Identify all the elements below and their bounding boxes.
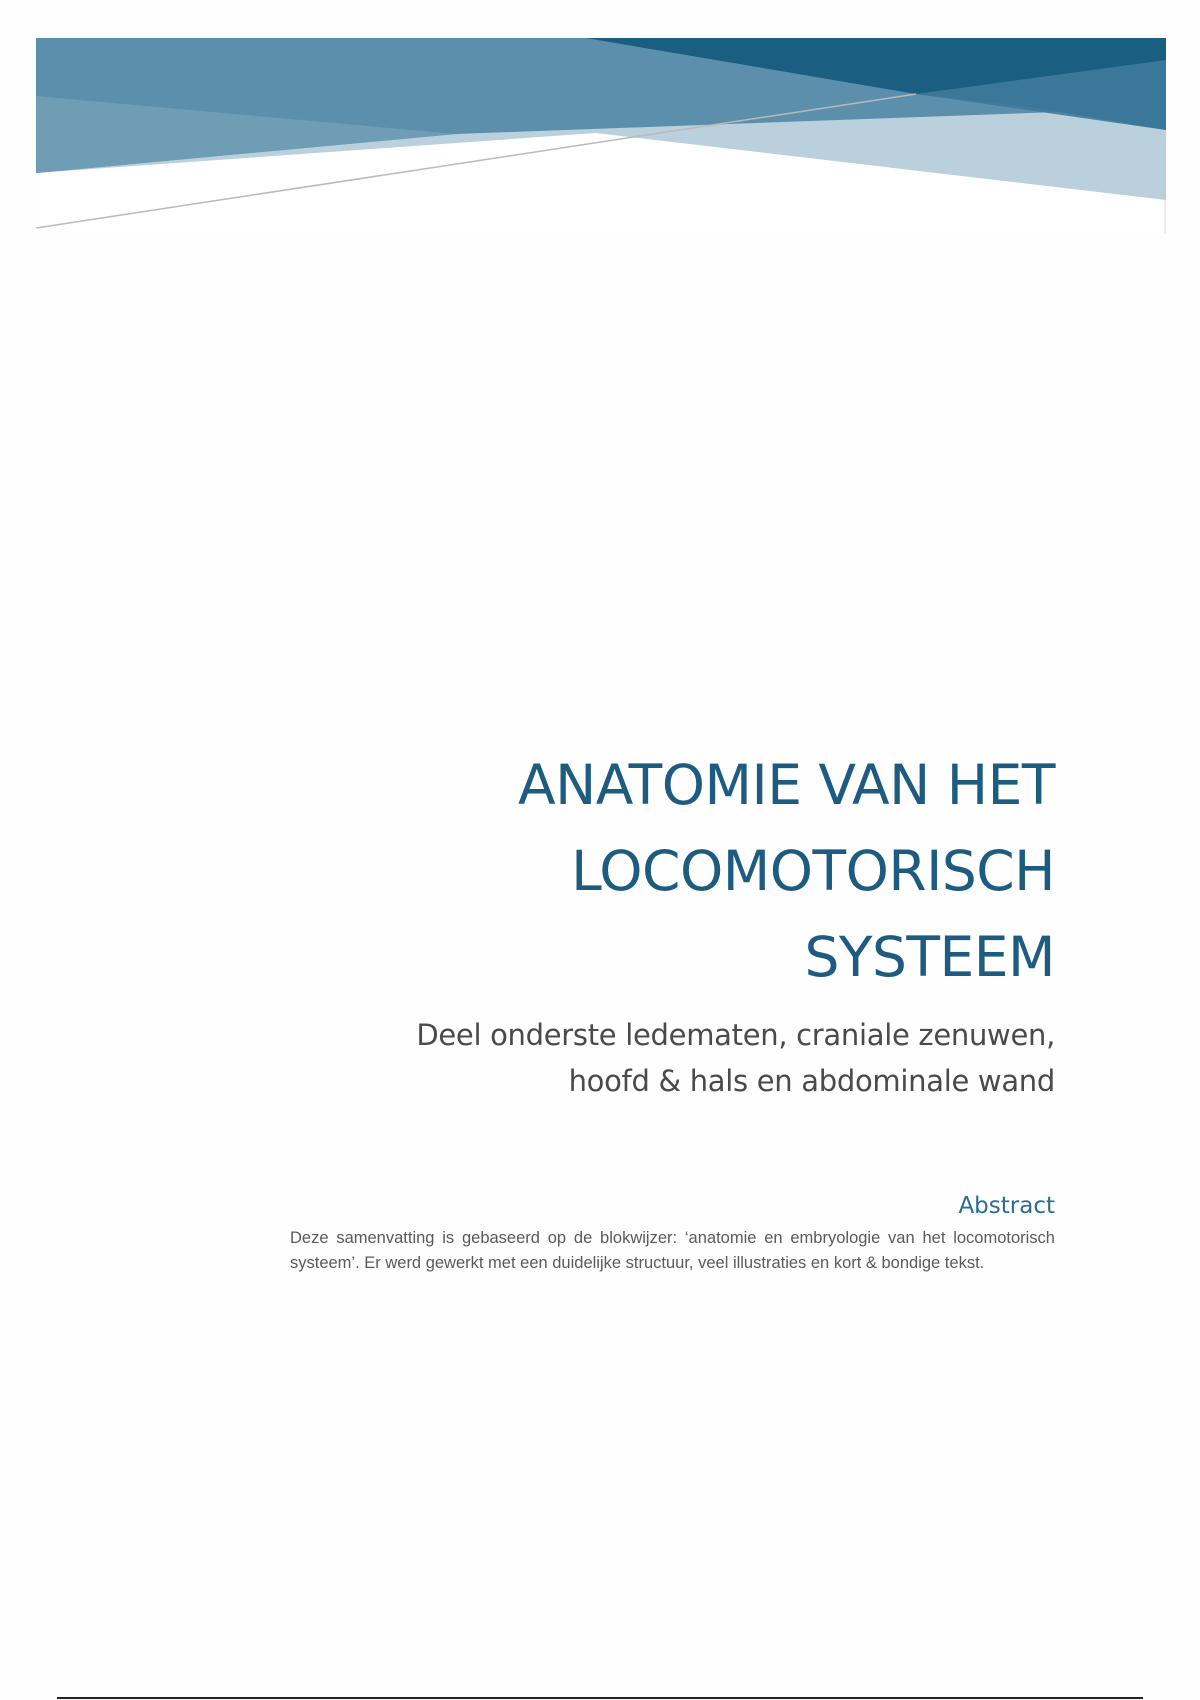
title-line-1: ANATOMIE VAN HET (518, 753, 1055, 817)
bottom-divider (57, 1697, 1143, 1699)
subtitle-line-1: Deel onderste ledematen, craniale zenuwen, (416, 1018, 1055, 1052)
subtitle-line-2: hoofd & hals en abdominale wand (568, 1064, 1055, 1098)
abstract-heading: Abstract (958, 1193, 1055, 1219)
header-banner-graphic (36, 38, 1166, 233)
title-line-3: SYSTEEM (804, 925, 1055, 989)
document-subtitle (300, 1012, 1055, 1104)
title-line-2: LOCOMOTORISCH (571, 839, 1055, 903)
document-title (300, 742, 1055, 1000)
abstract-body: Deze samenvatting is gebaseerd op de blokwijzer: ‘anatomie en embryologie van het locomotorisch systeem’. Er werd gewerkt met een duidelijke structuur, veel illustraties en kort & bondige tekst. (290, 1229, 1055, 1272)
